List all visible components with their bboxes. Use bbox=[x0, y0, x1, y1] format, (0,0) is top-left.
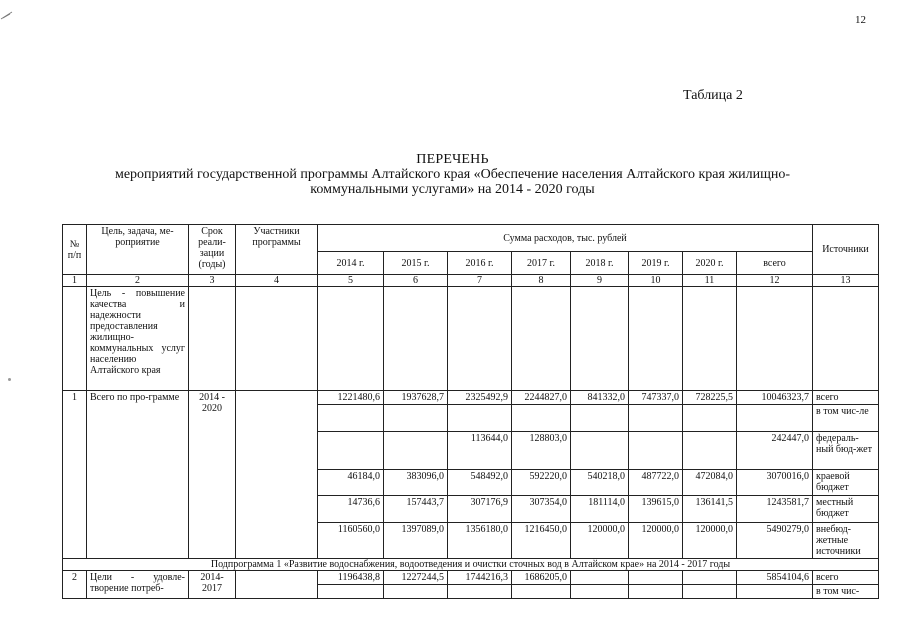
column-number: 5 bbox=[318, 275, 384, 287]
amount-cell: 472084,0 bbox=[683, 470, 737, 496]
column-number: 2 bbox=[87, 275, 189, 287]
subprogram-row bbox=[63, 559, 879, 571]
amount-cell: 2244827,0 bbox=[512, 391, 571, 405]
program-total-rows bbox=[63, 391, 879, 559]
header-num: № п/п bbox=[63, 225, 87, 275]
amount-cell bbox=[318, 585, 384, 599]
title-line-2: мероприятий государственной программы Алтайского края «Обеспечение населения Алтайского края жилищно- bbox=[114, 167, 791, 182]
amount-cell: 1216450,0 bbox=[512, 523, 571, 559]
amount-cell: 5490279,0 bbox=[737, 523, 813, 559]
amount-cell bbox=[318, 432, 384, 470]
column-number: 4 bbox=[236, 275, 318, 287]
amount-cell bbox=[571, 585, 629, 599]
amount-cell: 120000,0 bbox=[629, 523, 683, 559]
amount-cell: 1160560,0 bbox=[318, 523, 384, 559]
header-year: 2015 г. bbox=[384, 252, 448, 275]
data-line bbox=[63, 571, 879, 585]
amount-cell bbox=[683, 405, 737, 432]
source-cell: всего bbox=[813, 391, 879, 405]
header-row-1 bbox=[63, 225, 879, 252]
amount-cell: 181114,0 bbox=[571, 496, 629, 523]
column-number-row bbox=[63, 275, 879, 287]
amount-cell: 1243581,7 bbox=[737, 496, 813, 523]
amount-cell: 540218,0 bbox=[571, 470, 629, 496]
goal-text: Цель - повышение качества и надежности предоставления жилищно-коммунальных услуг населению Алтайского края bbox=[87, 287, 189, 391]
amount-cell: 1227244,5 bbox=[384, 571, 448, 585]
amount-cell bbox=[384, 405, 448, 432]
amount-cell: 1356180,0 bbox=[448, 523, 512, 559]
amount-cell: 3070016,0 bbox=[737, 470, 813, 496]
column-number: 13 bbox=[813, 275, 879, 287]
amount-cell: 487722,0 bbox=[629, 470, 683, 496]
amount-cell bbox=[629, 432, 683, 470]
header-year: 2017 г. bbox=[512, 252, 571, 275]
column-number: 3 bbox=[189, 275, 236, 287]
title-line-3: коммунальными услугами» на 2014 - 2020 годы bbox=[310, 182, 595, 197]
scan-speck bbox=[8, 378, 11, 381]
amount-cell: 128803,0 bbox=[512, 432, 571, 470]
amount-cell bbox=[512, 405, 571, 432]
amount-cell: 157443,7 bbox=[384, 496, 448, 523]
source-cell: местный бюджет bbox=[813, 496, 879, 523]
row-number: 2 bbox=[63, 571, 87, 599]
column-number: 12 bbox=[737, 275, 813, 287]
amount-cell: 242447,0 bbox=[737, 432, 813, 470]
header-participants: Участники программы bbox=[236, 225, 318, 275]
amount-cell bbox=[448, 405, 512, 432]
amount-cell: 1744216,3 bbox=[448, 571, 512, 585]
amount-cell: 1686205,0 bbox=[512, 571, 571, 585]
goal-num-cell bbox=[63, 287, 87, 391]
amount-cell: 1221480,6 bbox=[318, 391, 384, 405]
source-cell: федераль-ный бюд-жет bbox=[813, 432, 879, 470]
amount-cell: 592220,0 bbox=[512, 470, 571, 496]
title-line-1: ПЕРЕЧЕНЬ bbox=[416, 152, 489, 167]
amount-cell: 307354,0 bbox=[512, 496, 571, 523]
column-number: 1 bbox=[63, 275, 87, 287]
amount-cell bbox=[571, 405, 629, 432]
scan-mark bbox=[0, 8, 14, 20]
amount-cell bbox=[737, 405, 813, 432]
amount-cell bbox=[318, 405, 384, 432]
amount-cell: 5854104,6 bbox=[737, 571, 813, 585]
amount-cell: 113644,0 bbox=[448, 432, 512, 470]
column-number: 10 bbox=[629, 275, 683, 287]
row-participants bbox=[236, 571, 318, 599]
amount-cell: 548492,0 bbox=[448, 470, 512, 496]
amount-cell bbox=[683, 432, 737, 470]
amount-cell bbox=[571, 571, 629, 585]
row-term: 2014-2017 bbox=[189, 571, 236, 599]
goal-row bbox=[63, 287, 879, 391]
source-cell: внебюд-жетные источники bbox=[813, 523, 879, 559]
column-number: 11 bbox=[683, 275, 737, 287]
header-sources: Источники bbox=[813, 225, 879, 275]
amount-cell: 139615,0 bbox=[629, 496, 683, 523]
source-cell: краевой бюджет bbox=[813, 470, 879, 496]
amount-cell: 120000,0 bbox=[571, 523, 629, 559]
header-year: 2016 г. bbox=[448, 252, 512, 275]
page-number: 12 bbox=[855, 14, 866, 26]
measures-table bbox=[62, 224, 879, 599]
header-goal: Цель, задача, ме-роприятие bbox=[87, 225, 189, 275]
amount-cell bbox=[384, 432, 448, 470]
row-term: 2014 - 2020 bbox=[189, 391, 236, 559]
amount-cell bbox=[384, 585, 448, 599]
amount-cell: 2325492,9 bbox=[448, 391, 512, 405]
column-number: 7 bbox=[448, 275, 512, 287]
source-cell: в том чис- bbox=[813, 585, 879, 599]
source-cell: всего bbox=[813, 571, 879, 585]
subprogram-1-rows bbox=[63, 571, 879, 599]
row-participants bbox=[236, 391, 318, 559]
amount-cell bbox=[683, 585, 737, 599]
amount-cell: 46184,0 bbox=[318, 470, 384, 496]
header-year: 2020 г. bbox=[683, 252, 737, 275]
amount-cell: 728225,5 bbox=[683, 391, 737, 405]
amount-cell: 1937628,7 bbox=[384, 391, 448, 405]
amount-cell bbox=[737, 585, 813, 599]
amount-cell: 10046323,7 bbox=[737, 391, 813, 405]
header-year: 2019 г. bbox=[629, 252, 683, 275]
document-title bbox=[0, 152, 905, 197]
amount-cell: 120000,0 bbox=[683, 523, 737, 559]
column-number: 6 bbox=[384, 275, 448, 287]
amount-cell: 307176,9 bbox=[448, 496, 512, 523]
amount-cell bbox=[629, 405, 683, 432]
row-number: 1 bbox=[63, 391, 87, 559]
amount-cell: 383096,0 bbox=[384, 470, 448, 496]
amount-cell: 1196438,8 bbox=[318, 571, 384, 585]
data-line bbox=[63, 391, 879, 405]
column-number: 9 bbox=[571, 275, 629, 287]
amount-cell: 14736,6 bbox=[318, 496, 384, 523]
source-cell: в том чис-ле bbox=[813, 405, 879, 432]
amount-cell: 841332,0 bbox=[571, 391, 629, 405]
amount-cell bbox=[629, 585, 683, 599]
header-year: 2018 г. bbox=[571, 252, 629, 275]
amount-cell bbox=[512, 585, 571, 599]
header-year: всего bbox=[737, 252, 813, 275]
row-name: Цели - удовле-творение потреб- bbox=[87, 571, 189, 599]
amount-cell bbox=[629, 571, 683, 585]
subprogram-title: Подпрограмма 1 «Развитие водоснабжения, водоотведения и очистки сточных вод в Алтайском крае» на 2014 - 2017 годы bbox=[63, 559, 879, 571]
amount-cell: 136141,5 bbox=[683, 496, 737, 523]
amount-cell bbox=[683, 571, 737, 585]
column-number: 8 bbox=[512, 275, 571, 287]
amount-cell: 1397089,0 bbox=[384, 523, 448, 559]
amount-cell bbox=[448, 585, 512, 599]
amount-cell: 747337,0 bbox=[629, 391, 683, 405]
header-year: 2014 г. bbox=[318, 252, 384, 275]
header-sum: Сумма расходов, тыс. рублей bbox=[318, 225, 813, 252]
header-term: Срок реали-зации (годы) bbox=[189, 225, 236, 275]
amount-cell bbox=[571, 432, 629, 470]
table-label: Таблица 2 bbox=[683, 88, 743, 103]
row-name: Всего по про-грамме bbox=[87, 391, 189, 559]
